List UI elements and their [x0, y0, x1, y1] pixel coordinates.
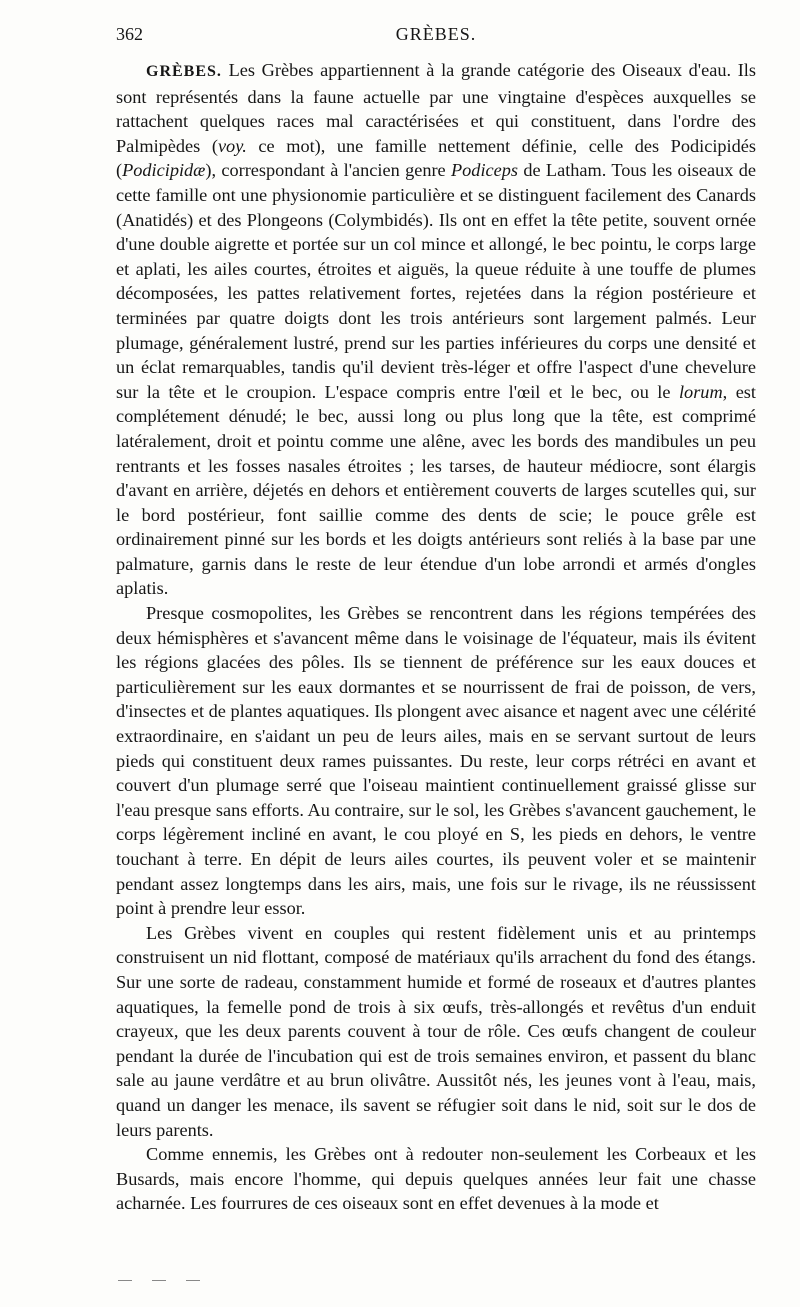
- paragraph-2: Presque cosmopolites, les Grèbes se rencontrent dans les régions tempérées des deux hémisphères et s'avancent même dans le voisinage de l'équateur, mais ils évitent les régions glacées des pôles. Ils se tiennent de préférence sur les eaux douces et particulièrement sur les eaux dormantes et se nourrissent de frai de poisson, de vers, d'insectes et de plantes aquatiques. Ils plongent avec aisance et nagent avec une célérité extraordinaire, en s'aidant un peu de leurs ailes, mais en se servant surtout de leurs pieds qui constituent deux rames puissantes. Du reste, leur corps rétréci en avant et couvert d'un plumage serré que l'oiseau maintient continuellement graissé glisse sur l'eau presque sans efforts. Au contraire, sur le sol, les Grèbes s'avancent gauchement, le corps légèrement incliné en avant, le cou ployé en S, les pieds en dehors, le ventre touchant à terre. En dépit de leurs ailes courtes, ils peuvent voler et se maintenir pendant assez longtemps dans les airs, mais, une fois sur le rivage, ils ne réussissent point à prendre leur essor.: [116, 603, 756, 919]
- paragraph-1-text-e: , est complétement dénudé; le bec, aussi long ou plus long que la tête, est comprimé latéralement, droit et pointu comme une alêne, avec les bords des mandibules un peu rentrants et les fosses nasales étroites ; les tarses, de hauteur médiocre, sont élargis d'avant en arrière, déjetés en dehors et entièrement couverts de larges scutelles qui, sur le bord postérieur, font saillie comme des dents de scie; le pouce grêle est ordinairement pinné sur les bords et les doigts antérieurs sont reliés à la base par une palmature, garnis dans le reste de leur étendue d'un lobe arrondi et armés d'ongles aplatis.: [116, 381, 756, 599]
- article-body: [116, 58, 756, 1216]
- print-mark: [118, 1280, 132, 1281]
- paragraph-1: [116, 58, 756, 601]
- paragraph-4: Comme ennemis, les Grèbes ont à redouter non-seulement les Corbeaux et les Busards, mais encore l'homme, qui depuis quelques années leur fait une chasse acharnée. Les fourrures de ces oiseaux sont en effet devenues à la mode et: [116, 1144, 756, 1214]
- entry-headword: GRÈBES.: [146, 63, 222, 80]
- running-title: GRÈBES.: [395, 24, 477, 44]
- paragraph-1-text-b: ce mot), une famille nettement définie, celle des Podicipidés (: [116, 135, 756, 181]
- page-header: [116, 24, 756, 50]
- bottom-print-marks: [118, 1270, 238, 1280]
- print-mark: [152, 1280, 166, 1281]
- lorum-term: lorum: [678, 381, 723, 402]
- print-mark: [186, 1280, 200, 1281]
- podiceps-term: Podiceps: [451, 160, 519, 181]
- podicipidae-term: Podicipidæ: [122, 160, 206, 181]
- paragraph-3: Les Grèbes vivent en couples qui restent fidèlement unis et au printemps construisent un nid flottant, composé de matériaux qu'ils arrachent du fond des étangs. Sur une sorte de radeau, constamment humide et formé de roseaux et d'autres plantes aquatiques, la femelle pond de trois à six œufs, très-allongés et revêtus d'un enduit crayeux, que les deux parents couvent à tour de rôle. Ces œufs changent de couleur pendant la durée de l'incubation qui est de trois semaines environ, et passent du blanc sale au jaune verdâtre et au brun olivâtre. Aussitôt nés, les jeunes vont à l'eau, mais, quand un danger les menace, ils savent se réfugier soit dans le nid, soit sur le dos de leurs parents.: [116, 922, 756, 1140]
- paragraph-1-text-a: Les Grèbes appartiennent à la grande catégorie des Oiseaux d'eau. Ils sont représentés dans la faune actuelle par une vingtaine d'espèces auxquelles se rattachent quelques races mal caractérisées et qui constituent, dans l'ordre des Palmipèdes (: [116, 60, 756, 156]
- paragraph-1-text-c: ), correspondant à l'ancien genre: [205, 160, 451, 181]
- paragraph-1-text-d: de Latham. Tous les oiseaux de cette famille ont une physionomie particulière et se distinguent facilement des Canards (Anatidés) et des Plongeons (Colymbidés). Ils ont en effet la tête petite, souvent ornée d'une double aigrette et portée sur un col mince et allongé, le bec pointu, le corps large et aplati, les ailes courtes, étroites et aiguës, la queue réduite à une touffe de plumes décomposées, les pattes relativement fortes, rejetées dans la région postérieure et terminées par quatre doigts dont les trois antérieurs sont largement palmés. Leur plumage, généralement lustré, prend sur les parties inférieures du corps une densité et un éclat remarquables, tandis qu'il devient très-léger et offre l'aspect d'une chevelure sur la tête et le croupion. L'espace compris entre l'œil et le bec, ou le: [116, 160, 756, 402]
- voy-abbreviation: voy.: [217, 135, 247, 156]
- page-number: 362: [116, 24, 143, 44]
